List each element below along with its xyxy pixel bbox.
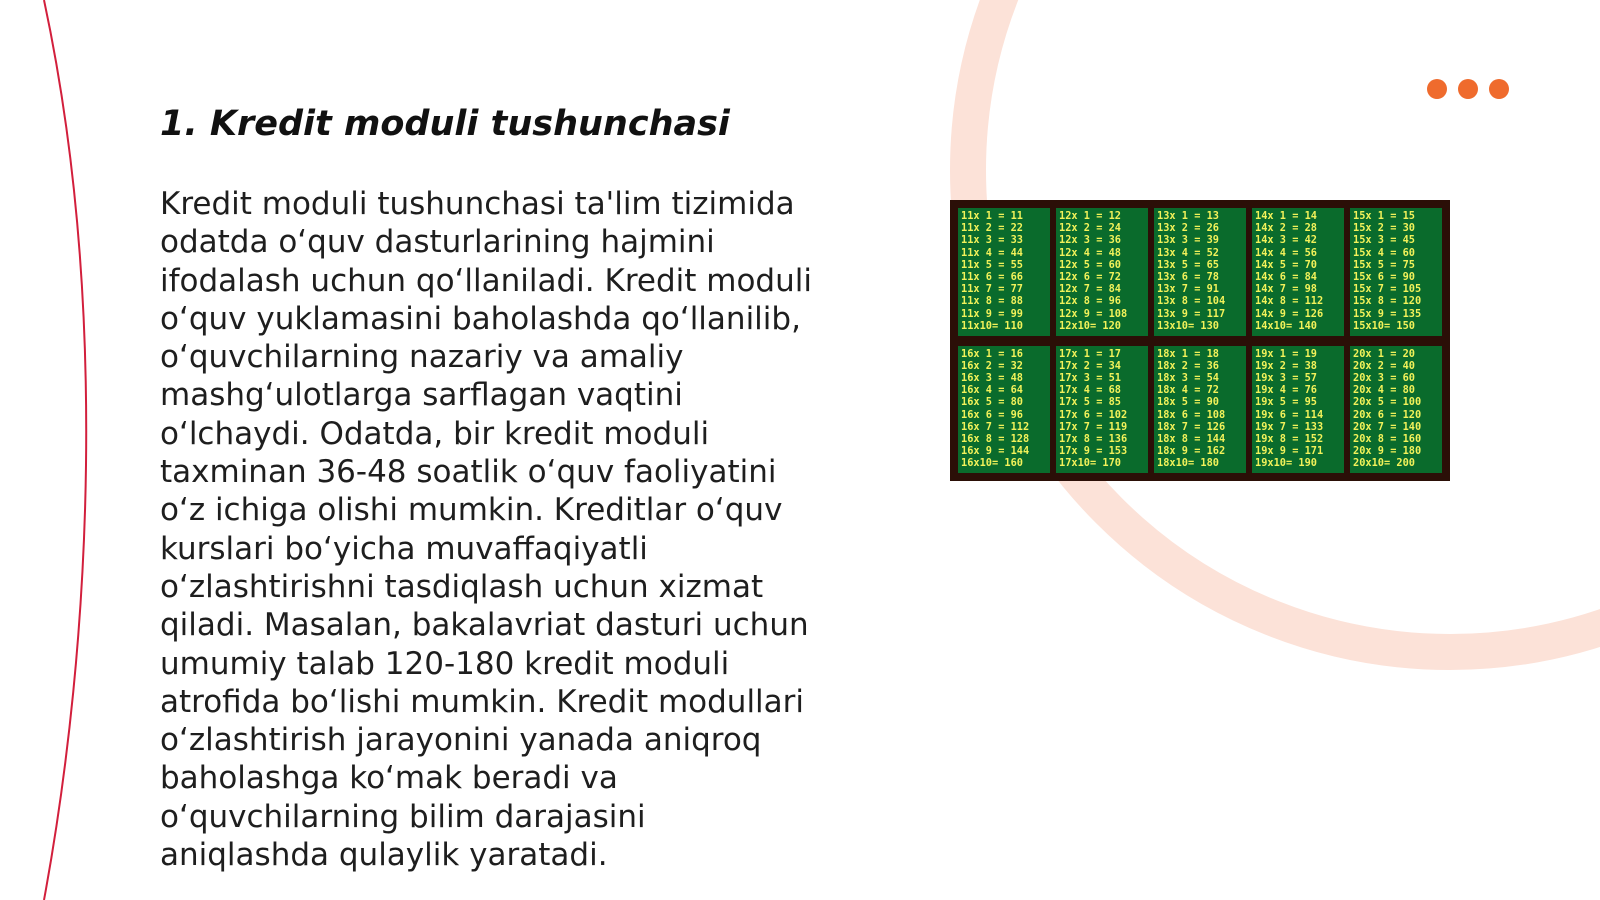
multiplication-line: 20x 5 = 100 <box>1353 396 1422 409</box>
multiplication-line: 16x 4 = 64 <box>961 384 1023 397</box>
multiplication-line: 18x 3 = 54 <box>1157 371 1219 384</box>
dots-decoration <box>1427 79 1509 99</box>
multiplication-line: 18x 4 = 72 <box>1157 384 1219 397</box>
multiplication-block <box>1154 208 1246 336</box>
multiplication-line: 13x 4 = 52 <box>1157 246 1219 259</box>
multiplication-line: 20x 6 = 120 <box>1353 408 1422 421</box>
multiplication-block <box>1350 346 1442 474</box>
multiplication-line: 20x10= 200 <box>1353 457 1415 470</box>
multiplication-line: 13x 1 = 13 <box>1157 210 1219 222</box>
multiplication-line: 16x 6 = 96 <box>961 408 1023 421</box>
multiplication-block <box>1252 208 1344 336</box>
multiplication-line: 12x 4 = 48 <box>1059 246 1121 259</box>
multiplication-line: 12x 1 = 12 <box>1059 210 1121 222</box>
multiplication-line: 13x 2 = 26 <box>1157 222 1219 235</box>
multiplication-line: 14x 9 = 126 <box>1255 307 1324 320</box>
multiplication-line: 17x 9 = 153 <box>1059 445 1128 458</box>
multiplication-line: 18x 6 = 108 <box>1157 408 1226 421</box>
multiplication-line: 14x 7 = 98 <box>1255 283 1317 296</box>
multiplication-line: 14x 1 = 14 <box>1255 210 1317 222</box>
multiplication-line: 11x 7 = 77 <box>961 283 1023 296</box>
left-curve-decoration <box>0 0 140 900</box>
multiplication-line: 19x 8 = 152 <box>1255 432 1324 445</box>
multiplication-line: 19x 6 = 114 <box>1255 408 1324 421</box>
multiplication-line: 20x 8 = 160 <box>1353 432 1422 445</box>
multiplication-line: 15x 7 = 105 <box>1353 283 1422 296</box>
multiplication-line: 12x 9 = 108 <box>1059 307 1128 320</box>
multiplication-line: 15x 3 = 45 <box>1353 234 1415 247</box>
multiplication-line: 17x 6 = 102 <box>1059 408 1128 421</box>
multiplication-line: 15x 5 = 75 <box>1353 258 1415 271</box>
multiplication-line: 16x 8 = 128 <box>961 432 1030 445</box>
multiplication-line: 15x 2 = 30 <box>1353 222 1415 235</box>
multiplication-line: 17x 2 = 34 <box>1059 359 1121 372</box>
multiplication-line: 11x 6 = 66 <box>961 271 1023 284</box>
multiplication-line: 18x 8 = 144 <box>1157 432 1226 445</box>
multiplication-line: 13x 7 = 91 <box>1157 283 1219 296</box>
multiplication-line: 14x10= 140 <box>1255 319 1317 332</box>
multiplication-line: 12x10= 120 <box>1059 319 1121 332</box>
multiplication-line: 15x 6 = 90 <box>1353 271 1415 284</box>
slide-body-text: Kredit moduli tushunchasi ta'lim tizimida odatda o‘quv dasturlarining hajmini ifodalash uchun qo‘llaniladi. Kredit moduli o‘quv yuklamasini baholashda qo‘llanilib, o‘quvchilarning nazariy va amaliy mashg‘ulotlarga sarflagan vaqtini o‘lchaydi. Odatda, bir kredit moduli taxminan 36-48 soatlik o‘quv faoliyatini o‘z ichiga olishi mumkin. Kreditlar o‘quv kurslari bo‘yicha muvaffaqiyatli o‘zlashtirishni tasdiqlash uchun xizmat qiladi. Masalan, bakalavriat dasturi uchun umumiy talab 120-180 kredit moduli atrofida bo‘lishi mumkin. Kredit modullari o‘zlashtirish jarayonini yanada aniqroq baholashga ko‘mak beradi va o‘quvchilarning bilim darajasini aniqlashda qulaylik yaratadi. <box>160 186 812 874</box>
multiplication-line: 19x 7 = 133 <box>1255 420 1324 433</box>
multiplication-line: 14x 5 = 70 <box>1255 258 1317 271</box>
multiplication-line: 18x10= 180 <box>1157 457 1219 470</box>
multiplication-line: 12x 8 = 96 <box>1059 295 1121 308</box>
multiplication-line: 18x 2 = 36 <box>1157 359 1219 372</box>
multiplication-line: 16x 3 = 48 <box>961 371 1023 384</box>
multiplication-line: 17x 4 = 68 <box>1059 384 1121 397</box>
multiplication-line: 16x10= 160 <box>961 457 1023 470</box>
multiplication-line: 20x 9 = 180 <box>1353 445 1422 458</box>
multiplication-line: 20x 7 = 140 <box>1353 420 1422 433</box>
multiplication-line: 11x10= 110 <box>961 319 1023 332</box>
multiplication-line: 15x 1 = 15 <box>1353 210 1415 222</box>
multiplication-line: 14x 3 = 42 <box>1255 234 1317 247</box>
multiplication-line: 13x10= 130 <box>1157 319 1219 332</box>
multiplication-line: 12x 7 = 84 <box>1059 283 1121 296</box>
multiplication-line: 18x 7 = 126 <box>1157 420 1226 433</box>
multiplication-line: 18x 9 = 162 <box>1157 445 1226 458</box>
multiplication-line: 14x 2 = 28 <box>1255 222 1317 235</box>
multiplication-line: 12x 3 = 36 <box>1059 234 1121 247</box>
multiplication-line: 12x 2 = 24 <box>1059 222 1121 235</box>
multiplication-line: 19x 3 = 57 <box>1255 371 1317 384</box>
multiplication-block <box>1154 346 1246 474</box>
multiplication-line: 16x 2 = 32 <box>961 359 1023 372</box>
multiplication-line: 13x 6 = 78 <box>1157 271 1219 284</box>
multiplication-line: 11x 9 = 99 <box>961 307 1023 320</box>
multiplication-line: 14x 4 = 56 <box>1255 246 1317 259</box>
multiplication-line: 16x 1 = 16 <box>961 347 1023 360</box>
multiplication-line: 12x 6 = 72 <box>1059 271 1121 284</box>
multiplication-line: 16x 9 = 144 <box>961 445 1030 458</box>
multiplication-table-image <box>950 200 1450 481</box>
dot-icon <box>1489 79 1509 99</box>
multiplication-line: 18x 1 = 18 <box>1157 347 1219 360</box>
multiplication-line: 20x 2 = 40 <box>1353 359 1415 372</box>
multiplication-block <box>958 346 1050 474</box>
multiplication-block <box>1350 208 1442 336</box>
multiplication-block <box>1056 346 1148 474</box>
multiplication-line: 12x 5 = 60 <box>1059 258 1121 271</box>
multiplication-line: 17x 3 = 51 <box>1059 371 1121 384</box>
multiplication-line: 17x 8 = 136 <box>1059 432 1128 445</box>
multiplication-line: 13x 8 = 104 <box>1157 295 1226 308</box>
multiplication-line: 18x 5 = 90 <box>1157 396 1219 409</box>
multiplication-line: 11x 1 = 11 <box>961 210 1023 222</box>
multiplication-line: 13x 9 = 117 <box>1157 307 1226 320</box>
multiplication-line: 16x 5 = 80 <box>961 396 1023 409</box>
multiplication-line: 17x 7 = 119 <box>1059 420 1128 433</box>
multiplication-line: 11x 8 = 88 <box>961 295 1023 308</box>
multiplication-block <box>1056 208 1148 336</box>
multiplication-block <box>1252 346 1344 474</box>
multiplication-line: 14x 6 = 84 <box>1255 271 1317 284</box>
multiplication-line: 19x 2 = 38 <box>1255 359 1317 372</box>
multiplication-line: 13x 5 = 65 <box>1157 258 1219 271</box>
multiplication-line: 19x 5 = 95 <box>1255 396 1317 409</box>
dot-icon <box>1427 79 1447 99</box>
multiplication-line: 19x 9 = 171 <box>1255 445 1324 458</box>
multiplication-line: 15x 8 = 120 <box>1353 295 1422 308</box>
multiplication-line: 15x10= 150 <box>1353 319 1415 332</box>
multiplication-line: 17x 5 = 85 <box>1059 396 1121 409</box>
slide-title: 1. Kredit moduli tushunchasi <box>160 104 730 144</box>
multiplication-line: 11x 2 = 22 <box>961 222 1023 235</box>
multiplication-line: 11x 4 = 44 <box>961 246 1023 259</box>
multiplication-line: 17x 1 = 17 <box>1059 347 1121 360</box>
multiplication-line: 11x 3 = 33 <box>961 234 1023 247</box>
multiplication-line: 11x 5 = 55 <box>961 258 1023 271</box>
dot-icon <box>1458 79 1478 99</box>
multiplication-line: 20x 1 = 20 <box>1353 347 1415 360</box>
multiplication-line: 19x10= 190 <box>1255 457 1317 470</box>
multiplication-line: 16x 7 = 112 <box>961 420 1030 433</box>
multiplication-line: 20x 4 = 80 <box>1353 384 1415 397</box>
multiplication-line: 17x10= 170 <box>1059 457 1121 470</box>
multiplication-line: 14x 8 = 112 <box>1255 295 1324 308</box>
multiplication-block <box>958 208 1050 336</box>
multiplication-line: 20x 3 = 60 <box>1353 371 1415 384</box>
multiplication-line: 19x 4 = 76 <box>1255 384 1317 397</box>
multiplication-line: 13x 3 = 39 <box>1157 234 1219 247</box>
multiplication-line: 15x 9 = 135 <box>1353 307 1422 320</box>
multiplication-line: 15x 4 = 60 <box>1353 246 1415 259</box>
multiplication-line: 19x 1 = 19 <box>1255 347 1317 360</box>
